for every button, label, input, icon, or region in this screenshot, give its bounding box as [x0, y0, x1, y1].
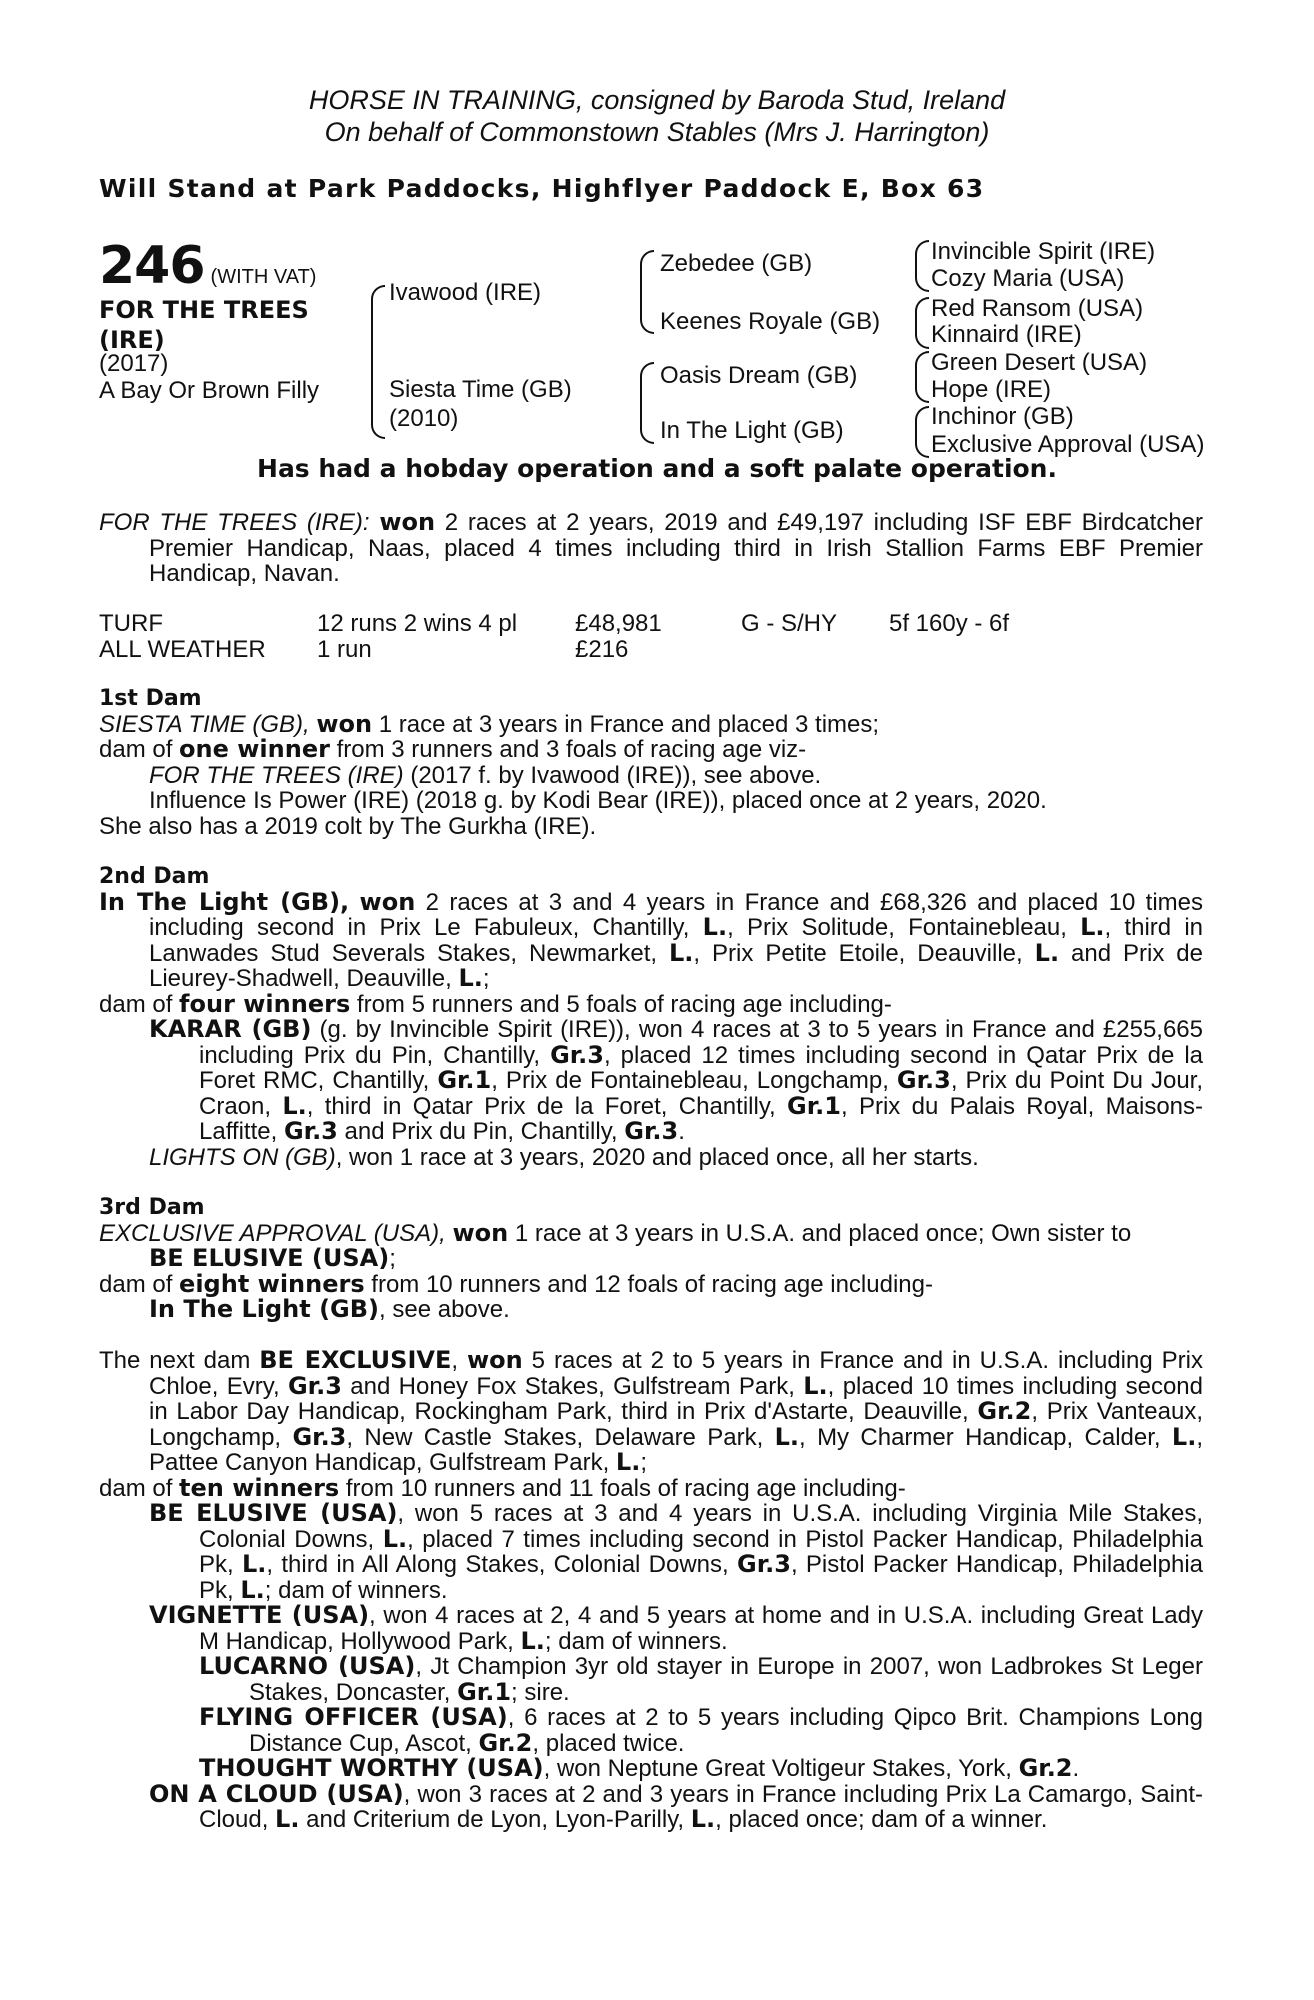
progeny-item	[99, 1501, 1203, 1603]
pedigree-sire: Ivawood (IRE)	[389, 279, 542, 306]
text: .	[1072, 1755, 1080, 1782]
record-horse-name: FOR THE TREES (IRE):	[99, 509, 370, 536]
progeny-item	[99, 1654, 1203, 1705]
text: , won Neptune Great Voltigeur Stakes, York,	[543, 1755, 1019, 1782]
text: 1 race at 3 years in France and placed 3 times;	[372, 710, 880, 738]
text: , Prix Solitude, Fontainebleau,	[727, 914, 1081, 941]
text: , placed 10 times including second in Labor Day Handicap, Rockingham Park, third in Prix d'Astarte, Deauville,	[149, 1372, 1203, 1425]
second-dam-heading: 2nd Dam	[99, 864, 210, 889]
progeny-name: VIGNETTE (USA)	[149, 1601, 370, 1629]
first-dam-heading: 1st Dam	[99, 686, 202, 711]
progeny-note: She also has a 2019 colt by The Gurkha (IRE).	[99, 812, 597, 840]
progeny-item	[99, 1756, 1203, 1782]
text: , third in Qatar Prix de la Foret, Chantilly,	[306, 1092, 788, 1120]
winners-count: eight winners	[179, 1269, 365, 1298]
pedigree-bracket-main	[371, 285, 385, 439]
second-dam-section	[99, 864, 1203, 1170]
text: , won 5 races at 3 and 4 years in U.S.A. including Virginia Mile Stakes, Colonial Downs,	[199, 1500, 1203, 1553]
text: , won 1 race at 3 years, 2020 and placed once, all her starts.	[335, 1143, 979, 1171]
grade: Gr.3	[737, 1550, 791, 1578]
third-dam-section	[99, 1195, 1203, 1323]
won-label: won	[359, 887, 416, 916]
second-dam-name: In The Light (GB),	[99, 887, 350, 916]
first-dam-record	[99, 709, 1203, 738]
grade: L.	[615, 1448, 641, 1476]
winners-count: ten winners	[179, 1473, 340, 1502]
pedigree-dss: Green Desert (USA)	[931, 349, 1148, 376]
text: and Honey Fox Stakes, Gulfstream Park,	[341, 1372, 804, 1400]
grade: L.	[1080, 913, 1105, 941]
text: and Criterium de Lyon, Lyon-Parilly,	[299, 1806, 691, 1833]
on-behalf-line: On behalf of Commonstown Stables (Mrs J. Harrington)	[324, 117, 990, 147]
text: , Prix du Point Du Jour, Craon,	[199, 1067, 1203, 1120]
text: .	[678, 1118, 685, 1145]
text: (g. by Invincible Spirit (IRE)), won 4 races at 3 to 5 years in France and £255,665 including Prix du Pin, Chantilly,	[199, 1016, 1203, 1069]
grade: L.	[240, 1575, 265, 1604]
lot-number: 246	[99, 236, 205, 296]
progeny-item	[99, 1017, 1203, 1145]
winners-count: four winners	[179, 989, 351, 1018]
text: ;	[482, 965, 490, 992]
text: , Prix de Fontainebleau, Longchamp,	[491, 1067, 897, 1094]
first-dam-section	[99, 686, 1203, 839]
text: and Prix du Pin, Chantilly,	[337, 1118, 625, 1145]
stand-location: Will Stand at Park Paddocks, Highflyer Paddock E, Box 63	[99, 174, 985, 203]
next-dam-name: BE EXCLUSIVE	[259, 1346, 452, 1374]
second-dam-produce	[99, 989, 1203, 1018]
pedigree-sss: Invincible Spirit (IRE)	[931, 238, 1156, 265]
won-label: won	[316, 709, 373, 738]
grade: L.	[690, 1805, 716, 1833]
text: , placed 12 times including second in Qatar Prix de la Foret RMC, Chantilly,	[199, 1041, 1203, 1094]
aw-runs: 1 run	[317, 635, 372, 663]
text: , placed once; dam of a winner.	[715, 1806, 1048, 1833]
turf-label: TURF	[99, 610, 163, 637]
text: , Pistol Packer Handicap, Philadelphia Pk,	[199, 1551, 1204, 1604]
text: , see above.	[379, 1296, 510, 1323]
pedigree-ssd: Cozy Maria (USA)	[931, 265, 1125, 292]
text: from 3 runners and 3 foals of racing age viz-	[329, 736, 807, 763]
progeny-item	[99, 1603, 1203, 1654]
text: , Jt Champion 3yr old stayer in Europe in 2007, won Ladbrokes St Leger Stakes, Doncaster,	[249, 1653, 1203, 1706]
grade: L.	[241, 1550, 267, 1578]
progeny-name: FOR THE TREES (IRE)	[149, 761, 404, 789]
progeny-name: THOUGHT WORTHY (USA)	[199, 1754, 544, 1782]
second-dam-record	[99, 887, 1204, 992]
turf-going: G - S/HY	[741, 610, 838, 637]
grade: Gr.2	[478, 1728, 533, 1757]
grade: Gr.3	[283, 1117, 338, 1145]
grade: Gr.3	[287, 1371, 342, 1400]
text: ; dam of winners.	[264, 1576, 448, 1604]
first-dam-name: SIESTA TIME (GB),	[99, 710, 310, 738]
text: , Pattee Canyon Handicap, Gulfstream Park,	[149, 1423, 1204, 1476]
text: , Prix Vanteaux, Longchamp,	[149, 1398, 1203, 1451]
pedigree-bracket-ss	[915, 240, 929, 292]
grade: Gr.1	[457, 1677, 512, 1706]
progeny-name: BE ELUSIVE (USA)	[149, 1244, 390, 1272]
third-dam-record	[99, 1218, 1203, 1247]
text: from 10 runners and 12 foals of racing age including-	[364, 1270, 933, 1298]
pedigree-sds: Red Ransom (USA)	[931, 295, 1144, 322]
next-dam-section	[99, 1348, 1203, 1833]
pedigree-sdd: Kinnaird (IRE)	[931, 321, 1082, 348]
pedigree-dam: Siesta Time (GB)	[389, 376, 572, 403]
text: 1 race at 3 years in U.S.A. and placed once; Own sister to	[508, 1219, 1132, 1247]
horse-name	[99, 295, 349, 355]
grade: L.	[774, 1422, 800, 1451]
pedigree-ddd: Exclusive Approval (USA)	[931, 431, 1205, 458]
text: and Prix de Lieurey-Shadwell, Deauville,	[149, 939, 1204, 992]
text: , Prix du Palais Royal, Maisons-Laffitte,	[199, 1092, 1204, 1145]
grade: L.	[275, 1805, 300, 1833]
text: , third in All Along Stakes, Colonial Downs,	[266, 1551, 737, 1578]
grade: L.	[520, 1626, 545, 1655]
next-dam-produce	[99, 1473, 1203, 1502]
text: dam of	[99, 736, 173, 763]
horse-description: A Bay Or Brown Filly	[99, 377, 320, 404]
text: ; sire.	[511, 1678, 570, 1706]
won-label: won	[452, 1218, 509, 1247]
third-dam-produce	[99, 1269, 1203, 1298]
grade: L.	[803, 1371, 828, 1400]
text: , placed twice.	[532, 1729, 685, 1757]
text: , placed 7 times including second in Pistol Packer Handicap, Philadelphia Pk,	[199, 1525, 1203, 1578]
text: , third in Lanwades Stud Severals Stakes, Newmarket,	[149, 914, 1204, 967]
grade: Gr.3	[896, 1066, 951, 1094]
horse-name-line1: FOR THE TREES	[99, 296, 309, 324]
grade: L.	[458, 964, 483, 992]
aw-label: ALL WEATHER	[99, 635, 266, 663]
progeny-name: FLYING OFFICER (USA)	[199, 1703, 508, 1731]
horse-year: (2017)	[99, 350, 169, 377]
progeny-item	[99, 1705, 1203, 1756]
winners-count: one winner	[179, 735, 330, 763]
grade: Gr.3	[624, 1117, 679, 1145]
pedigree-bracket-ds	[915, 351, 929, 403]
sister-name	[99, 1246, 1203, 1272]
grade: Gr.2	[977, 1397, 1032, 1425]
progeny-name: In The Light (GB)	[149, 1295, 380, 1323]
text: dam of	[99, 1270, 173, 1298]
text: ; dam of winners.	[544, 1627, 728, 1655]
text: 5 races at 2 to 5 years in France and in U.S.A. including Prix Chloe, Evry,	[149, 1347, 1203, 1400]
pedigree-bracket-dd	[915, 406, 929, 458]
pedigree-ds: Oasis Dream (GB)	[660, 362, 858, 389]
progeny-item: Influence Is Power (IRE) (2018 g. by Kodi Bear (IRE)), placed once at 2 years, 2020.	[149, 787, 1047, 814]
third-dam-heading: 3rd Dam	[99, 1195, 205, 1220]
turf-runs: 12 runs 2 wins 4 pl	[317, 610, 518, 637]
record-won: won	[379, 508, 436, 536]
pedigree-bracket-sire	[640, 250, 654, 334]
pedigree-dds: Inchinor (GB)	[931, 403, 1074, 430]
text: , 6 races at 2 to 5 years including Qipco Brit. Champions Long Distance Cup, Ascot,	[249, 1704, 1203, 1757]
pedigree-sd: Keenes Royale (GB)	[660, 308, 881, 335]
progeny-item	[99, 1779, 1203, 1833]
pedigree-dam-year: (2010)	[389, 405, 459, 432]
grade: L.	[282, 1091, 307, 1120]
grade: L.	[1171, 1422, 1197, 1451]
third-dam-name: EXCLUSIVE APPROVAL (USA),	[99, 1219, 446, 1247]
grade: L.	[382, 1524, 408, 1553]
next-dam-record	[99, 1348, 1203, 1476]
vat-label: (WITH VAT)	[210, 266, 317, 288]
grade: L.	[1034, 938, 1060, 967]
grade: Gr.3	[292, 1422, 347, 1451]
race-record-text	[99, 510, 1203, 587]
text: , Prix Petite Etoile, Deauville,	[693, 939, 1035, 967]
text: dam of	[99, 1474, 173, 1502]
progeny-item	[99, 1297, 1203, 1323]
progeny-name: LUCARNO (USA)	[199, 1652, 416, 1680]
progeny-name: BE ELUSIVE (USA)	[149, 1499, 398, 1527]
text: , New Castle Stakes, Delaware Park,	[346, 1423, 775, 1451]
race-record	[99, 510, 1203, 587]
text: 2 races at 3 and 4 years in France and £68,326 and placed 10 times including second in Prix Le Fabuleux, Chantilly,	[149, 888, 1204, 941]
text: ,	[451, 1347, 459, 1374]
pedigree-bracket-sd	[915, 297, 929, 349]
text: ;	[389, 1245, 396, 1272]
text: (2017 f. by Ivawood (IRE)), see above.	[403, 761, 822, 789]
text: dam of	[99, 990, 173, 1018]
progeny-item	[99, 763, 1203, 789]
text: from 5 runners and 5 foals of racing age including-	[350, 990, 892, 1018]
first-dam-produce	[99, 737, 1203, 763]
lot-number-block	[99, 236, 316, 296]
grade: Gr.2	[1018, 1754, 1073, 1782]
grade: L.	[702, 913, 728, 941]
pedigree-ss: Zebedee (GB)	[660, 250, 813, 277]
grade: Gr.1	[437, 1066, 492, 1094]
text: from 10 runners and 11 foals of racing age including-	[339, 1474, 906, 1502]
text: The next dam	[99, 1347, 251, 1374]
won-label: won	[466, 1346, 523, 1374]
grade: L.	[669, 938, 694, 967]
progeny-item	[99, 1145, 1203, 1171]
aw-prize: £216	[575, 635, 629, 663]
progeny-name: ON A CLOUD (USA)	[149, 1779, 404, 1808]
text: ;	[640, 1449, 647, 1476]
consignor-line: HORSE IN TRAINING, consigned by Baroda Stud, Ireland	[308, 85, 1006, 115]
record-detail: 2 races at 2 years, 2019 and £49,197 including ISF EBF Birdcatcher Premier Handicap, Naas, placed 4 times including third in Irish Stallion Farms EBF Premier Handicap, Navan.	[149, 509, 1204, 587]
pedigree-bracket-dam	[640, 362, 654, 444]
progeny-name: KARAR (GB)	[149, 1015, 312, 1043]
pedigree-dd: In The Light (GB)	[660, 417, 844, 444]
text: , won 4 races at 2, 4 and 5 years at home and in U.S.A. including Great Lady M Handicap, Hollywood Park,	[199, 1602, 1204, 1655]
text: , My Charmer Handicap, Calder,	[799, 1423, 1172, 1451]
pedigree-dsd: Hope (IRE)	[931, 376, 1052, 403]
grade: Gr.1	[787, 1091, 841, 1120]
horse-name-line2: (IRE)	[99, 326, 165, 354]
progeny-name: LIGHTS ON (GB)	[149, 1143, 336, 1171]
text: , won 3 races at 2 and 3 years in France including Prix La Camargo, Saint-Cloud,	[199, 1780, 1203, 1833]
veterinary-note: Has had a hobday operation and a soft palate operation.	[257, 454, 1057, 483]
turf-prize: £48,981	[575, 610, 662, 637]
grade: Gr.3	[550, 1040, 604, 1069]
turf-distance: 5f 160y - 6f	[889, 610, 1010, 637]
